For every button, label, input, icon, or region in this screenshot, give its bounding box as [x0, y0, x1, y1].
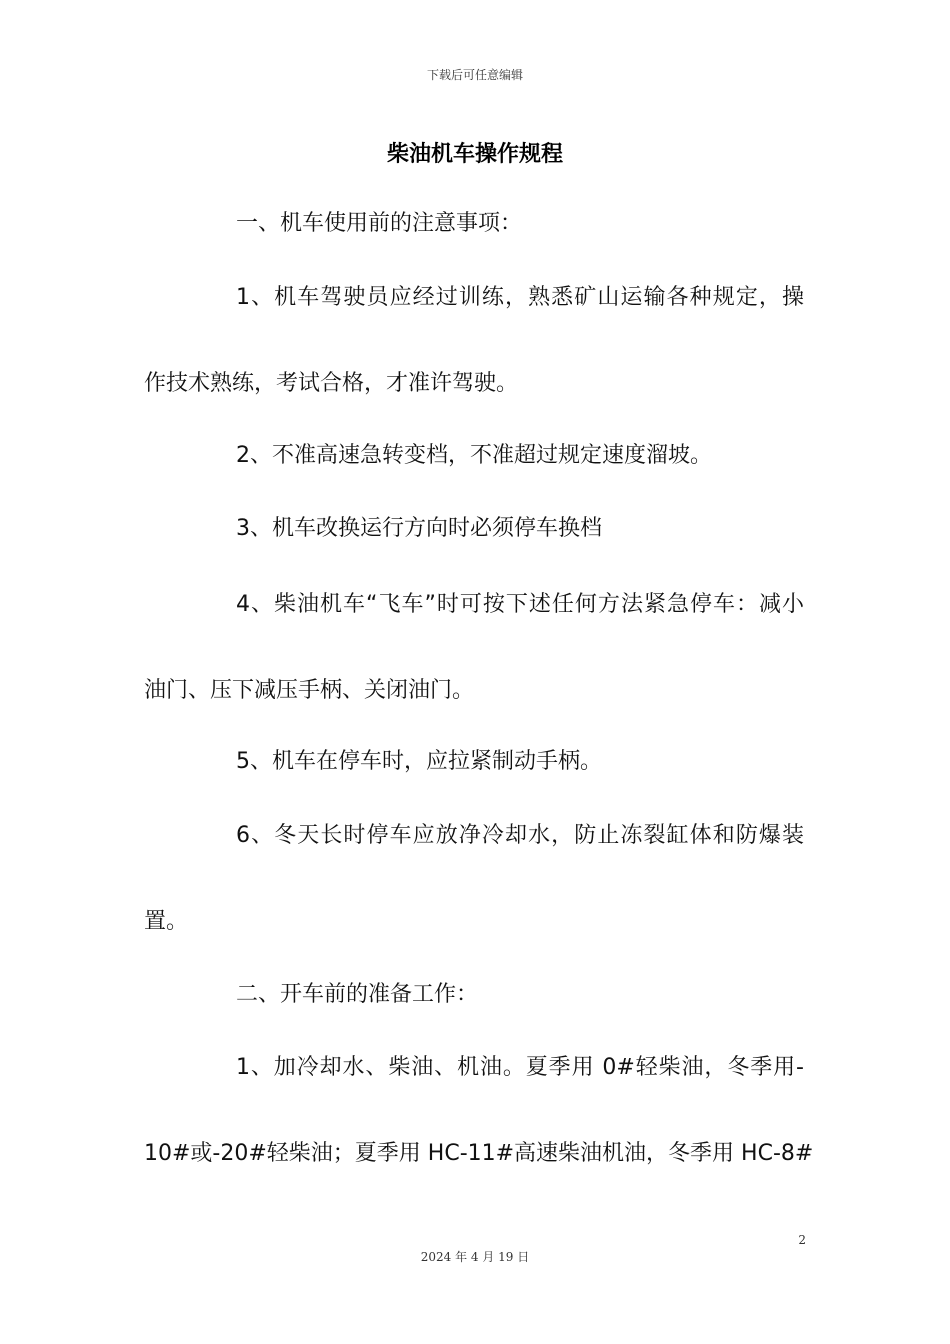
paragraph-line: 6、冬天长时停车应放净冷却水，防止冻裂缸体和防爆装	[236, 823, 804, 848]
document-title: 柴油机车操作规程	[386, 142, 563, 167]
paragraph-line: 1、加冷却水、柴油、机油。夏季用 0#轻柴油，冬季用-	[236, 1055, 804, 1080]
paragraph-line: 置。	[144, 909, 189, 934]
page-number: 2	[798, 1233, 806, 1247]
footer-date: 2024 年 4 月 19 日	[420, 1250, 530, 1264]
paragraph-line: 2、不准高速急转变档，不准超过规定速度溜坡。	[236, 443, 712, 468]
paragraph-line: 作技术熟练，考试合格，才准许驾驶。	[144, 371, 519, 396]
page-header-note: 下载后可任意编辑	[426, 68, 523, 82]
paragraph-line: 油门、压下减压手柄、关闭油门。	[144, 678, 475, 703]
paragraph-line: 3、机车改换运行方向时必须停车换档	[236, 516, 602, 541]
paragraph-line: 10#或-20#轻柴油；夏季用 HC-11#高速柴油机油，冬季用 HC-8#	[144, 1141, 814, 1166]
paragraph-line: 1、机车驾驶员应经过训练，熟悉矿山运输各种规定，操	[236, 285, 804, 310]
section-heading-precautions: 一、机车使用前的注意事项：	[236, 211, 523, 236]
paragraph-line: 4、柴油机车“飞车”时可按下述任何方法紧急停车：减小	[236, 592, 804, 617]
section-heading-preparation: 二、开车前的准备工作：	[236, 982, 479, 1007]
paragraph-line: 5、机车在停车时，应拉紧制动手柄。	[236, 749, 602, 774]
